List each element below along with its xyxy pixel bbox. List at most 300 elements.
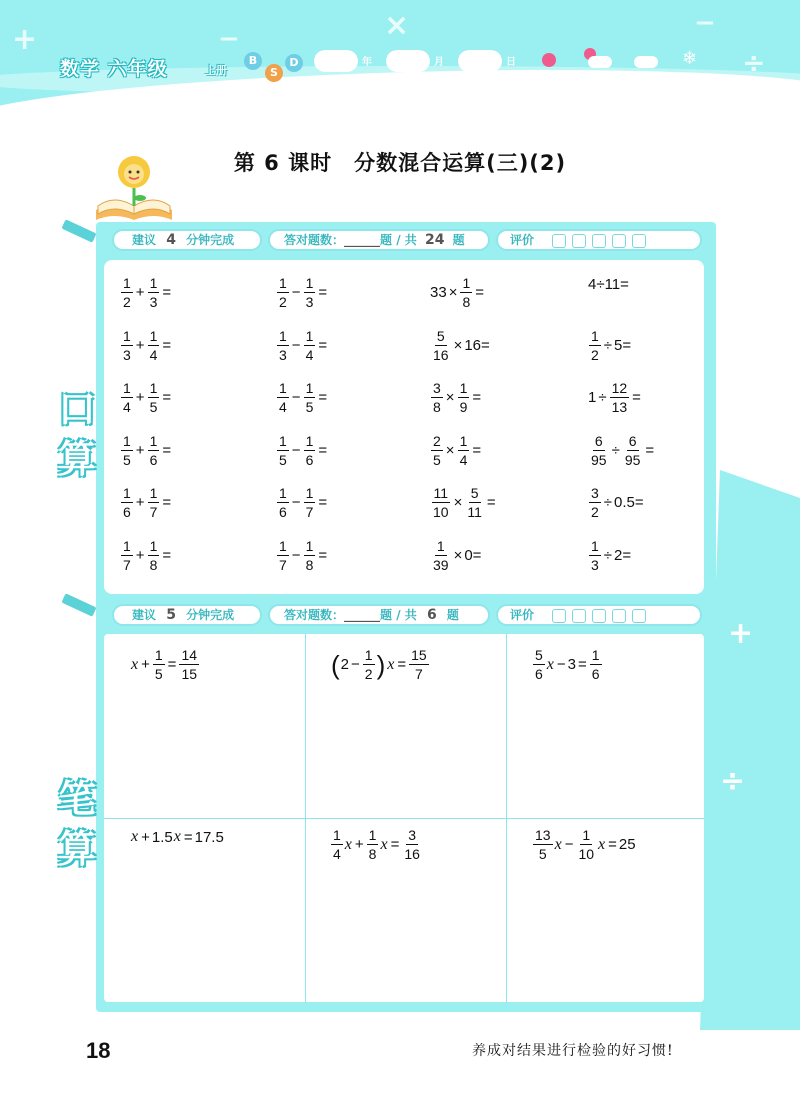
- number-text: 25: [618, 836, 636, 853]
- fraction: [148, 486, 160, 519]
- denominator: 5: [305, 399, 314, 415]
- numerator: 1: [123, 327, 131, 344]
- denominator: 95: [591, 451, 607, 468]
- fraction: [148, 434, 160, 467]
- fraction: [304, 329, 316, 362]
- fraction: [367, 828, 379, 861]
- numerator: 1: [333, 827, 341, 843]
- denominator: 11: [467, 504, 482, 520]
- operator: +: [135, 389, 145, 406]
- numerator: 6: [594, 432, 603, 449]
- written-problem: [330, 648, 430, 681]
- fraction: [363, 648, 375, 681]
- oral-problem: [120, 434, 173, 467]
- fraction: [304, 486, 316, 519]
- denominator: 2: [591, 346, 599, 363]
- oral-problem: [430, 381, 483, 414]
- denominator: 7: [149, 504, 158, 520]
- numerator: 5: [436, 327, 445, 344]
- numerator: 1: [149, 275, 158, 291]
- operator: =: [162, 389, 172, 406]
- numerator: 1: [305, 432, 314, 449]
- numerator: 15: [411, 647, 427, 663]
- operator: =: [472, 441, 482, 459]
- written-problem: [532, 828, 636, 861]
- thumb-rating-icon[interactable]: [572, 234, 586, 248]
- fraction: [153, 648, 165, 681]
- operator: −: [291, 441, 301, 459]
- denominator: 95: [624, 451, 641, 468]
- operator: −: [556, 656, 566, 673]
- operator: =: [397, 656, 407, 673]
- numerator: 12: [611, 380, 628, 396]
- snow-weather-icon[interactable]: ❄: [682, 48, 698, 69]
- operator: =: [632, 389, 641, 406]
- oral-problem: [588, 381, 643, 414]
- fraction: [533, 828, 553, 861]
- denominator: 16: [404, 846, 420, 862]
- numerator: 1: [436, 537, 445, 554]
- numerator: 1: [305, 275, 314, 291]
- times-decoration-icon: ×: [384, 8, 410, 43]
- operator: ÷: [603, 546, 613, 564]
- fraction: [589, 329, 601, 362]
- numerator: 5: [535, 647, 543, 663]
- operator: ÷: [603, 336, 613, 354]
- thumb-rating-icon[interactable]: [632, 234, 646, 248]
- operator: ×: [445, 389, 455, 406]
- denominator: 8: [462, 294, 471, 310]
- variable: x: [131, 655, 139, 673]
- operator: −: [291, 546, 301, 564]
- numerator: 1: [279, 327, 287, 344]
- fraction: [590, 648, 602, 681]
- operator: ÷: [603, 494, 613, 511]
- numerator: 1: [305, 327, 314, 344]
- denominator: 8: [368, 846, 377, 862]
- variable: x: [380, 835, 388, 853]
- operator: +: [141, 828, 150, 846]
- numerator: 1: [305, 380, 314, 396]
- fraction: [460, 276, 472, 309]
- footer-slogan: 养成对结果进行检验的好习惯!: [472, 1043, 674, 1059]
- variable: x: [546, 655, 554, 673]
- numerator: 1: [462, 275, 471, 291]
- denominator: 15: [181, 666, 198, 682]
- written-problem: [532, 648, 603, 681]
- number-text: 1.5: [151, 828, 173, 846]
- pencil-icon: [61, 593, 96, 616]
- denominator: 3: [591, 556, 599, 573]
- denominator: 8: [149, 556, 158, 573]
- numerator: 1: [582, 827, 591, 843]
- number-text: 2=: [614, 546, 632, 564]
- denominator: 7: [415, 666, 423, 682]
- side-label-bi: 笔: [57, 777, 96, 821]
- denominator: 6: [123, 504, 131, 520]
- operator: +: [135, 494, 145, 511]
- fraction: [409, 648, 429, 681]
- operator: =: [645, 441, 655, 459]
- numerator: 1: [149, 537, 158, 554]
- denominator: 5: [279, 451, 287, 468]
- fraction: [589, 539, 601, 572]
- numerator: 1: [459, 432, 468, 449]
- numerator: 1: [591, 327, 599, 344]
- variable: x: [554, 835, 562, 853]
- denominator: 3: [279, 346, 287, 363]
- fraction: [121, 486, 133, 519]
- denominator: 2: [364, 666, 373, 682]
- oral-problem: [120, 486, 173, 519]
- operator: =: [318, 284, 328, 301]
- numerator: 1: [368, 827, 377, 843]
- operator: =: [318, 336, 328, 354]
- variable: x: [387, 655, 395, 673]
- denominator: 8: [433, 399, 441, 415]
- denominator: 3: [123, 346, 131, 363]
- divide-decoration-icon: ÷: [742, 46, 766, 79]
- numerator: 1: [123, 485, 131, 501]
- fraction: [277, 381, 289, 414]
- suggest-time-bar: 建议 4 分钟完成: [112, 229, 262, 251]
- fraction: [431, 486, 451, 519]
- correct-count-bar: 答对题数：______题 / 共 6 题: [268, 604, 490, 626]
- denominator: 2: [591, 504, 599, 520]
- fraction: [277, 329, 289, 362]
- denominator: 9: [459, 399, 468, 415]
- numerator: 13: [535, 827, 551, 843]
- denominator: 5: [433, 451, 441, 468]
- grid-divider: [104, 818, 704, 819]
- number-text: 17.5: [194, 828, 224, 846]
- numerator: 1: [591, 537, 599, 554]
- denominator: 5: [123, 451, 131, 468]
- fraction: [121, 381, 133, 414]
- operator: ×: [453, 494, 463, 511]
- edition-letter-b: B: [244, 52, 262, 70]
- operator: =: [162, 336, 172, 354]
- number-text: 5=: [614, 336, 632, 354]
- operator: =: [475, 284, 485, 301]
- operator: =: [318, 494, 328, 511]
- denominator: 5: [149, 399, 158, 415]
- parenthesis: ): [376, 649, 386, 680]
- denominator: 10: [433, 504, 449, 520]
- fraction: [148, 381, 160, 414]
- numerator: 1: [123, 537, 131, 554]
- denominator: 3: [149, 294, 158, 310]
- operator: −: [291, 389, 301, 406]
- fraction: [431, 329, 451, 362]
- suggest-time-bar: 建议 5 分钟完成: [112, 604, 262, 626]
- number-text: 2: [340, 656, 350, 673]
- side-label-suan: 算: [57, 827, 96, 871]
- month-label: 月: [434, 57, 444, 68]
- correct-count-blank[interactable]: ______: [344, 233, 381, 247]
- denominator: 4: [459, 451, 468, 468]
- book-title: 数学 六年级: [60, 58, 168, 80]
- thumb-rating-icon[interactable]: [592, 609, 606, 623]
- operator: =: [162, 441, 172, 459]
- fraction: [610, 381, 630, 414]
- denominator: 8: [305, 556, 314, 573]
- lesson-title: 第 6 课时 分数混合运算(三)(2): [233, 151, 567, 175]
- fraction: [148, 329, 160, 362]
- fraction: [331, 828, 343, 861]
- thumb-rating-icon[interactable]: [612, 609, 626, 623]
- operator: ×: [453, 546, 463, 564]
- operator: ÷: [611, 441, 620, 459]
- thumb-rating-icon[interactable]: [592, 234, 606, 248]
- denominator: 4: [333, 846, 341, 862]
- numerator: 11: [433, 485, 449, 501]
- operator: =: [318, 389, 328, 406]
- numerator: 2: [433, 432, 441, 449]
- fraction: [589, 434, 609, 467]
- month-field[interactable]: [386, 50, 430, 72]
- variable: x: [131, 828, 139, 845]
- denominator: 4: [305, 346, 314, 363]
- oral-problem: [276, 486, 329, 519]
- oral-problem: [120, 539, 173, 572]
- fraction: [431, 539, 451, 572]
- thumb-rating-icon[interactable]: [552, 609, 566, 623]
- operator: =: [318, 546, 328, 564]
- numerator: 1: [149, 380, 158, 396]
- oral-problem: [430, 276, 486, 309]
- numerator: 1: [279, 537, 287, 554]
- oral-problem: [276, 539, 329, 572]
- oral-problem: [588, 434, 656, 467]
- denominator: 7: [123, 556, 131, 573]
- operator: −: [351, 656, 360, 673]
- operator: +: [135, 284, 145, 301]
- operator: =: [183, 828, 193, 846]
- number-text: 3: [567, 656, 577, 673]
- operator: =: [608, 836, 617, 853]
- written-problem: [130, 648, 200, 681]
- oral-problem: [588, 276, 629, 293]
- numerator: 1: [364, 647, 373, 663]
- oral-problem: [430, 539, 481, 572]
- oral-problem: [430, 434, 483, 467]
- fraction: [304, 434, 316, 467]
- side-label-suan: 算: [57, 437, 96, 481]
- fraction: [402, 828, 422, 861]
- denominator: 4: [123, 399, 131, 415]
- oral-problem: [430, 329, 490, 362]
- denominator: 6: [279, 504, 287, 520]
- variable: x: [598, 835, 606, 853]
- operator: +: [135, 441, 145, 459]
- correct-count-bar: 答对题数：______题 / 共 24 题: [268, 229, 490, 251]
- numerator: 1: [123, 380, 131, 396]
- variable: x: [173, 828, 181, 845]
- operator: =: [486, 494, 496, 511]
- numerator: 1: [149, 485, 158, 501]
- operator: +: [135, 336, 145, 354]
- denominator: 6: [305, 451, 314, 468]
- day-label: 日: [506, 57, 516, 68]
- number-text: 33: [430, 284, 447, 301]
- operator: =: [162, 494, 172, 511]
- thumb-rating-icon[interactable]: [632, 609, 646, 623]
- denominator: 2: [123, 294, 131, 310]
- fraction: [431, 434, 443, 467]
- fraction: [121, 434, 133, 467]
- fraction: [304, 276, 316, 309]
- number-text: 16=: [464, 336, 490, 354]
- oral-problem: [430, 486, 498, 519]
- numerator: 14: [181, 647, 198, 663]
- written-problem: [330, 828, 423, 861]
- oral-problem: [588, 329, 631, 362]
- oral-problem: [276, 434, 329, 467]
- denominator: 6: [591, 666, 600, 682]
- parenthesis: (: [331, 649, 340, 680]
- numerator: 1: [459, 380, 468, 396]
- fraction: [458, 381, 470, 414]
- variable: x: [344, 835, 352, 853]
- denominator: 4: [279, 399, 287, 415]
- numerator: 5: [470, 485, 479, 501]
- plus-decoration-icon: +: [728, 616, 754, 651]
- fraction: [277, 486, 289, 519]
- fraction: [148, 539, 160, 572]
- sunny-weather-icon[interactable]: [542, 53, 556, 67]
- denominator: 6: [535, 666, 543, 682]
- evaluation-bar: 评价: [496, 229, 702, 251]
- fraction: [179, 648, 199, 681]
- operator: ×: [453, 336, 463, 354]
- book-flower-illustration: [92, 154, 178, 224]
- side-label-kou: 口: [57, 387, 96, 431]
- oral-problem: [276, 329, 329, 362]
- numerator: 1: [154, 647, 163, 663]
- oral-problem: [588, 486, 644, 519]
- fraction: [304, 381, 316, 414]
- numerator: 3: [433, 380, 441, 396]
- fraction: [533, 648, 545, 681]
- fraction: [277, 434, 289, 467]
- fraction: [623, 434, 643, 467]
- numerator: 1: [591, 647, 600, 663]
- plus-decoration-icon: +: [12, 22, 38, 57]
- number-text: 4÷11=: [588, 276, 629, 293]
- operator: =: [472, 389, 482, 406]
- number-text: 1: [588, 389, 597, 406]
- numerator: 1: [279, 380, 287, 396]
- oral-problem: [276, 276, 329, 309]
- minus-decoration-icon: −: [218, 24, 240, 54]
- denominator: 3: [305, 294, 314, 310]
- operator: ×: [448, 284, 458, 301]
- page-number: 18: [86, 1038, 111, 1063]
- oral-problem: [120, 381, 173, 414]
- operator: =: [390, 836, 400, 853]
- denominator: 13: [611, 399, 628, 415]
- number-text: 0=: [464, 546, 482, 564]
- denominator: 4: [149, 346, 158, 363]
- oral-problem: [276, 381, 329, 414]
- operator: +: [135, 546, 145, 564]
- operator: −: [564, 836, 574, 853]
- fraction: [277, 276, 289, 309]
- numerator: 1: [305, 537, 314, 554]
- edition-letter-d: D: [285, 54, 303, 72]
- number-text: 0.5=: [614, 494, 644, 511]
- denominator: 2: [279, 294, 287, 310]
- rain-weather-icon[interactable]: [634, 56, 658, 68]
- thumb-rating-icon[interactable]: [612, 234, 626, 248]
- operator: −: [291, 494, 301, 511]
- book-volume: 上册: [205, 64, 227, 77]
- fraction: [576, 828, 596, 861]
- denominator: 7: [279, 556, 287, 573]
- fraction: [121, 276, 133, 309]
- fraction: [121, 329, 133, 362]
- oral-problem: [588, 539, 631, 572]
- operator: ÷: [598, 389, 607, 406]
- numerator: 1: [279, 275, 287, 291]
- fraction: [465, 486, 484, 519]
- year-field[interactable]: [314, 50, 358, 72]
- denominator: 7: [305, 504, 314, 520]
- operator: −: [291, 336, 301, 354]
- operator: =: [162, 546, 172, 564]
- evaluation-bar: 评价: [496, 604, 702, 626]
- denominator: 39: [433, 556, 449, 573]
- numerator: 3: [408, 827, 417, 843]
- numerator: 1: [279, 432, 287, 449]
- operator: =: [162, 284, 172, 301]
- numerator: 1: [123, 275, 131, 291]
- numerator: 1: [305, 485, 314, 501]
- denominator: 5: [538, 846, 547, 862]
- numerator: 1: [123, 432, 131, 449]
- written-problem: [130, 828, 224, 846]
- fraction: [304, 539, 316, 572]
- thumb-rating-icon[interactable]: [552, 234, 566, 248]
- divide-decoration-icon: ÷: [720, 764, 746, 799]
- thumb-rating-icon[interactable]: [572, 609, 586, 623]
- edition-letter-s: S: [265, 64, 283, 82]
- denominator: 5: [154, 666, 163, 682]
- operator: =: [578, 656, 587, 673]
- operator: −: [291, 284, 301, 301]
- denominator: 6: [149, 451, 158, 468]
- numerator: 1: [149, 432, 158, 449]
- operator: =: [318, 441, 328, 459]
- fraction: [458, 434, 470, 467]
- fraction: [121, 539, 133, 572]
- operator: ×: [445, 441, 455, 459]
- operator: =: [167, 656, 177, 673]
- year-label: 年: [362, 57, 372, 68]
- numerator: 6: [628, 432, 637, 449]
- fraction: [148, 276, 160, 309]
- fraction: [431, 381, 443, 414]
- cloudy-weather-icon[interactable]: [588, 56, 612, 68]
- denominator: 16: [433, 346, 449, 363]
- operator: +: [141, 656, 150, 673]
- correct-count-blank[interactable]: ______: [344, 608, 381, 622]
- oral-problem: [120, 276, 173, 309]
- numerator: 1: [279, 485, 287, 501]
- day-field[interactable]: [458, 50, 502, 72]
- denominator: 10: [578, 846, 595, 862]
